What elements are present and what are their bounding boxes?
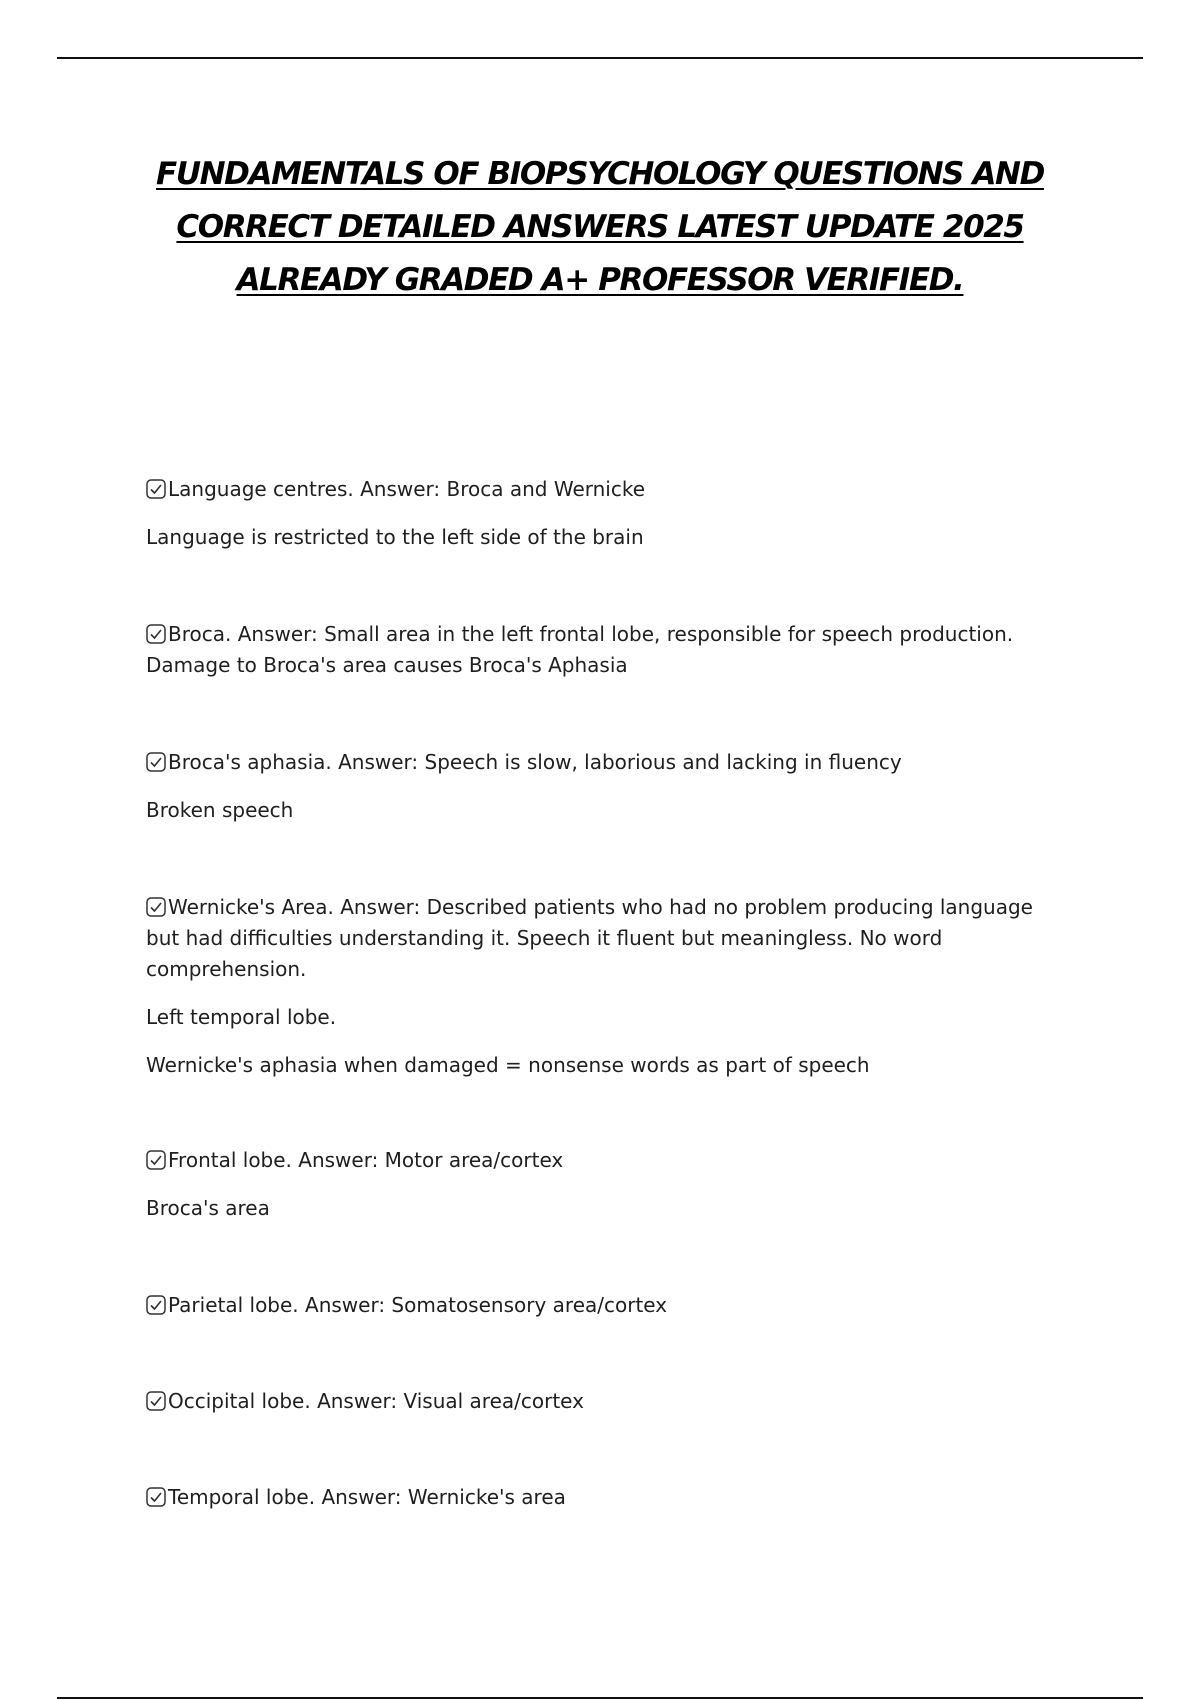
- list-item: [146, 619, 1046, 681]
- answer-note: Broken speech: [146, 798, 294, 822]
- answer-note: Language is restricted to the left side of the brain: [146, 525, 644, 549]
- list-item: [146, 747, 1046, 826]
- page-title: FUNDAMENTALS OF BIOPSYCHOLOGY QUESTIONS AND CORRECT DETAILED ANSWERS LATEST UPDATE 2025 ALREADY GRADED A+ PROFESSOR VERIFIED.: [156, 156, 1044, 298]
- question-text: Broca. Answer: Small area in the left frontal lobe, responsible for speech production. Damage to Broca's area causes Broca's Aphasia: [146, 622, 1014, 677]
- answer-note: Left temporal lobe.: [146, 1005, 337, 1029]
- checkbox-checked-icon: [146, 752, 166, 772]
- list-item: [146, 474, 1046, 553]
- list-item: [146, 1290, 1046, 1321]
- question-text: Parietal lobe. Answer: Somatosensory area/cortex: [168, 1293, 668, 1317]
- checkbox-checked-icon: [146, 479, 166, 499]
- bottom-rule: [57, 1697, 1143, 1699]
- answer-note: Wernicke's aphasia when damaged = nonsense words as part of speech: [146, 1053, 870, 1077]
- answer-note: Broca's area: [146, 1196, 270, 1220]
- question-text: Temporal lobe. Answer: Wernicke's area: [168, 1485, 566, 1509]
- list-item: [146, 1482, 1046, 1513]
- checkbox-checked-icon: [146, 1150, 166, 1170]
- list-item: [146, 1386, 1046, 1417]
- list-item: [146, 1145, 1046, 1224]
- question-text: Wernicke's Area. Answer: Described patients who had no problem producing language but had difficulties understanding it. Speech it fluent but meaningless. No word comprehension.: [146, 895, 1033, 981]
- checkbox-checked-icon: [146, 1487, 166, 1507]
- question-text: Frontal lobe. Answer: Motor area/cortex: [168, 1148, 564, 1172]
- question-text: Broca's aphasia. Answer: Speech is slow, laborious and lacking in fluency: [168, 750, 902, 774]
- list-item: [146, 892, 1046, 1081]
- question-text: Occipital lobe. Answer: Visual area/cortex: [168, 1389, 584, 1413]
- question-text: Language centres. Answer: Broca and Wernicke: [168, 477, 646, 501]
- checkbox-checked-icon: [146, 897, 166, 917]
- checkbox-checked-icon: [146, 1295, 166, 1315]
- top-rule: [57, 57, 1143, 59]
- checkbox-checked-icon: [146, 624, 166, 644]
- checkbox-checked-icon: [146, 1391, 166, 1411]
